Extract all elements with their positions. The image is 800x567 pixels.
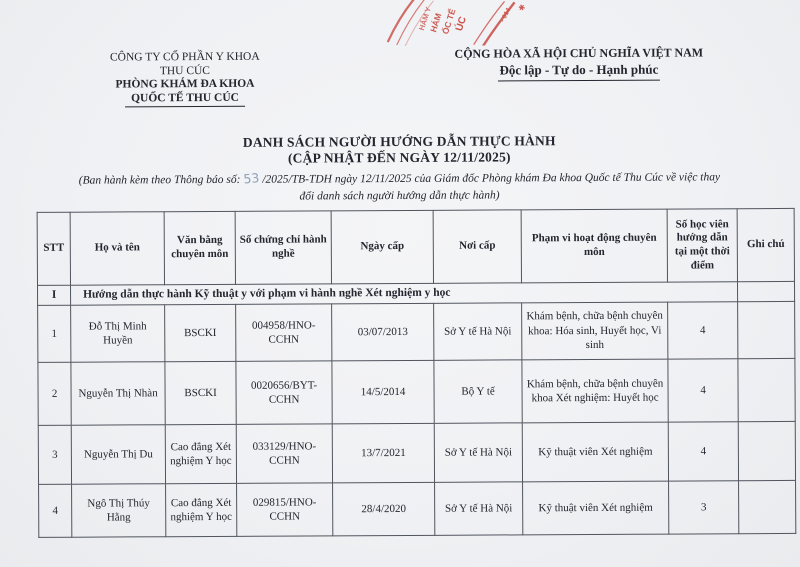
cell-scope: Khám bệnh, chữa bệnh chuyên khoa Xét nghiệm: Huyết học [522, 359, 668, 423]
table-row [38, 301, 795, 362]
cell-issuer: Sở Y tế Hà Nội [434, 423, 522, 482]
cell-issuer: Sở Y tế Hà Nội [435, 482, 523, 535]
org-name-line2: THU CÚC [159, 64, 210, 77]
cell-issue-date: 13/7/2021 [332, 423, 434, 483]
cell-note [738, 421, 795, 480]
section-note [737, 281, 794, 301]
col-header-cert: Số chứng chỉ hành nghề [235, 211, 331, 285]
col-header-scope: Phạm vi hoạt động chuyên môn [521, 209, 667, 283]
col-header-max-students: Số học viên hướng dẫn tại một thời điểm [667, 209, 737, 282]
national-title: CỘNG HÒA XÃ HỘI CHỦ NGHĨA VIỆT NAM [454, 45, 704, 61]
cell-issue-date: 14/5/2014 [332, 360, 434, 424]
table-row [38, 421, 795, 484]
cell-cert: 0020656/BYT-CCHN [236, 361, 332, 425]
cell-note [738, 358, 795, 421]
cell-scope: Khám bệnh, chữa bệnh chuyên khoa: Hóa sinh, Huyết học, Vi sinh [522, 302, 668, 360]
cell-name: Nguyễn Thị Du [71, 425, 165, 484]
cell-stt: 1 [38, 305, 71, 362]
issuing-note-after: /2025/TB-TDH ngày 12/11/2025 của Giám đốc Phòng khám Đa khoa Quốc tế Thu Cúc về việc thay [262, 171, 721, 186]
col-header-degree: Văn bằng chuyên môn [164, 211, 235, 284]
table-row [38, 358, 795, 425]
cell-max-students: 3 [669, 481, 739, 534]
org-name-line1: CÔNG TY CỔ PHẦN Y KHOA [109, 50, 260, 64]
issuing-note-before: (Ban hành kèm theo Thông báo số: [78, 173, 241, 187]
clinic-name-line1: PHÒNG KHÁM ĐA KHOA [115, 77, 255, 91]
document-subtitle-date: (CẬP NHẬT ĐẾN NGÀY 12/11/2025) [287, 149, 511, 166]
cell-stt: 2 [38, 362, 71, 425]
stamp-text-fragment-left: HẨM Y [417, 5, 433, 32]
stamp-star-icon: ✱ [517, 2, 527, 14]
cell-cert: 004958/HNO-CCHN [236, 304, 332, 362]
stamp-text-fragment-1: HÁM [428, 11, 444, 34]
red-seal-stamp [374, 0, 544, 46]
issuing-note-line2: đổi danh sách người hướng dẫn thực hành) [299, 189, 500, 203]
issuing-note [29, 167, 769, 206]
clinic-name-line2: QUỐC TẾ THU CÚC [125, 91, 245, 107]
handwritten-document-number: 53 [242, 170, 260, 187]
cell-note [739, 480, 796, 533]
national-motto: Độc lập - Tự do - Hạnh phúc [497, 62, 660, 81]
section-label: Hướng dẫn thực hành Kỹ thuật y với phạm vi hành nghề Xét nghiệm y học [71, 282, 738, 305]
cell-max-students: 4 [668, 302, 738, 359]
cell-stt: 3 [38, 425, 71, 484]
cell-scope: Kỹ thuật viên Xét nghiệm [522, 422, 668, 482]
national-header-block [411, 45, 747, 82]
cell-degree: Cao đẳng Xét nghiệm Y học [165, 424, 236, 483]
cell-note [738, 301, 795, 358]
stamp-text-fragment-3: ÚC [454, 15, 469, 33]
cell-degree: BSCKI [165, 304, 236, 361]
col-header-issue-date: Ngày cấp [331, 210, 433, 284]
document-title: DANH SÁCH NGƯỜI HƯỚNG DẪN THỰC HÀNH [242, 133, 556, 150]
col-header-stt: STT [37, 212, 70, 285]
cell-issuer: Bộ Y tế [434, 360, 522, 423]
issuing-note-line1 [29, 167, 769, 190]
cell-name: Ngô Thị Thúy Hằng [72, 484, 166, 537]
table-row [39, 480, 796, 537]
cell-cert: 029815/HNO-CCHN [237, 483, 333, 537]
cell-issuer: Sở Y tế Hà Nội [434, 303, 522, 360]
cell-name: Đỗ Thị Minh Huyền [71, 305, 165, 362]
col-header-note: Ghi chú [737, 208, 794, 281]
org-header-block [74, 51, 296, 108]
col-header-name: Họ và tên [70, 212, 164, 285]
stamp-arc-left-outer [387, 0, 417, 42]
cell-issue-date: 28/4/2020 [333, 482, 435, 536]
table-header-row [37, 208, 794, 285]
section-index: I [38, 285, 71, 305]
col-header-issuer: Nơi cấp [433, 210, 521, 283]
cell-stt: 4 [39, 484, 72, 537]
cell-max-students: 4 [668, 359, 738, 422]
cell-issue-date: 03/07/2013 [332, 303, 434, 361]
instructors-table [37, 208, 797, 538]
stamp-text-fragment-2: ỐC TẾ [440, 7, 458, 36]
cell-degree: Cao đẳng Xét nghiệm Y học [166, 483, 237, 536]
cell-cert: 033129/HNO-CCHN [236, 424, 332, 484]
cell-max-students: 4 [668, 422, 738, 481]
cell-degree: BSCKI [165, 361, 236, 424]
cell-name: Nguyễn Thị Nhàn [71, 362, 165, 425]
stamp-text-fragment-right: - 014 [499, 7, 513, 24]
cell-scope: Kỹ thuật viên Xét nghiệm [523, 481, 669, 535]
